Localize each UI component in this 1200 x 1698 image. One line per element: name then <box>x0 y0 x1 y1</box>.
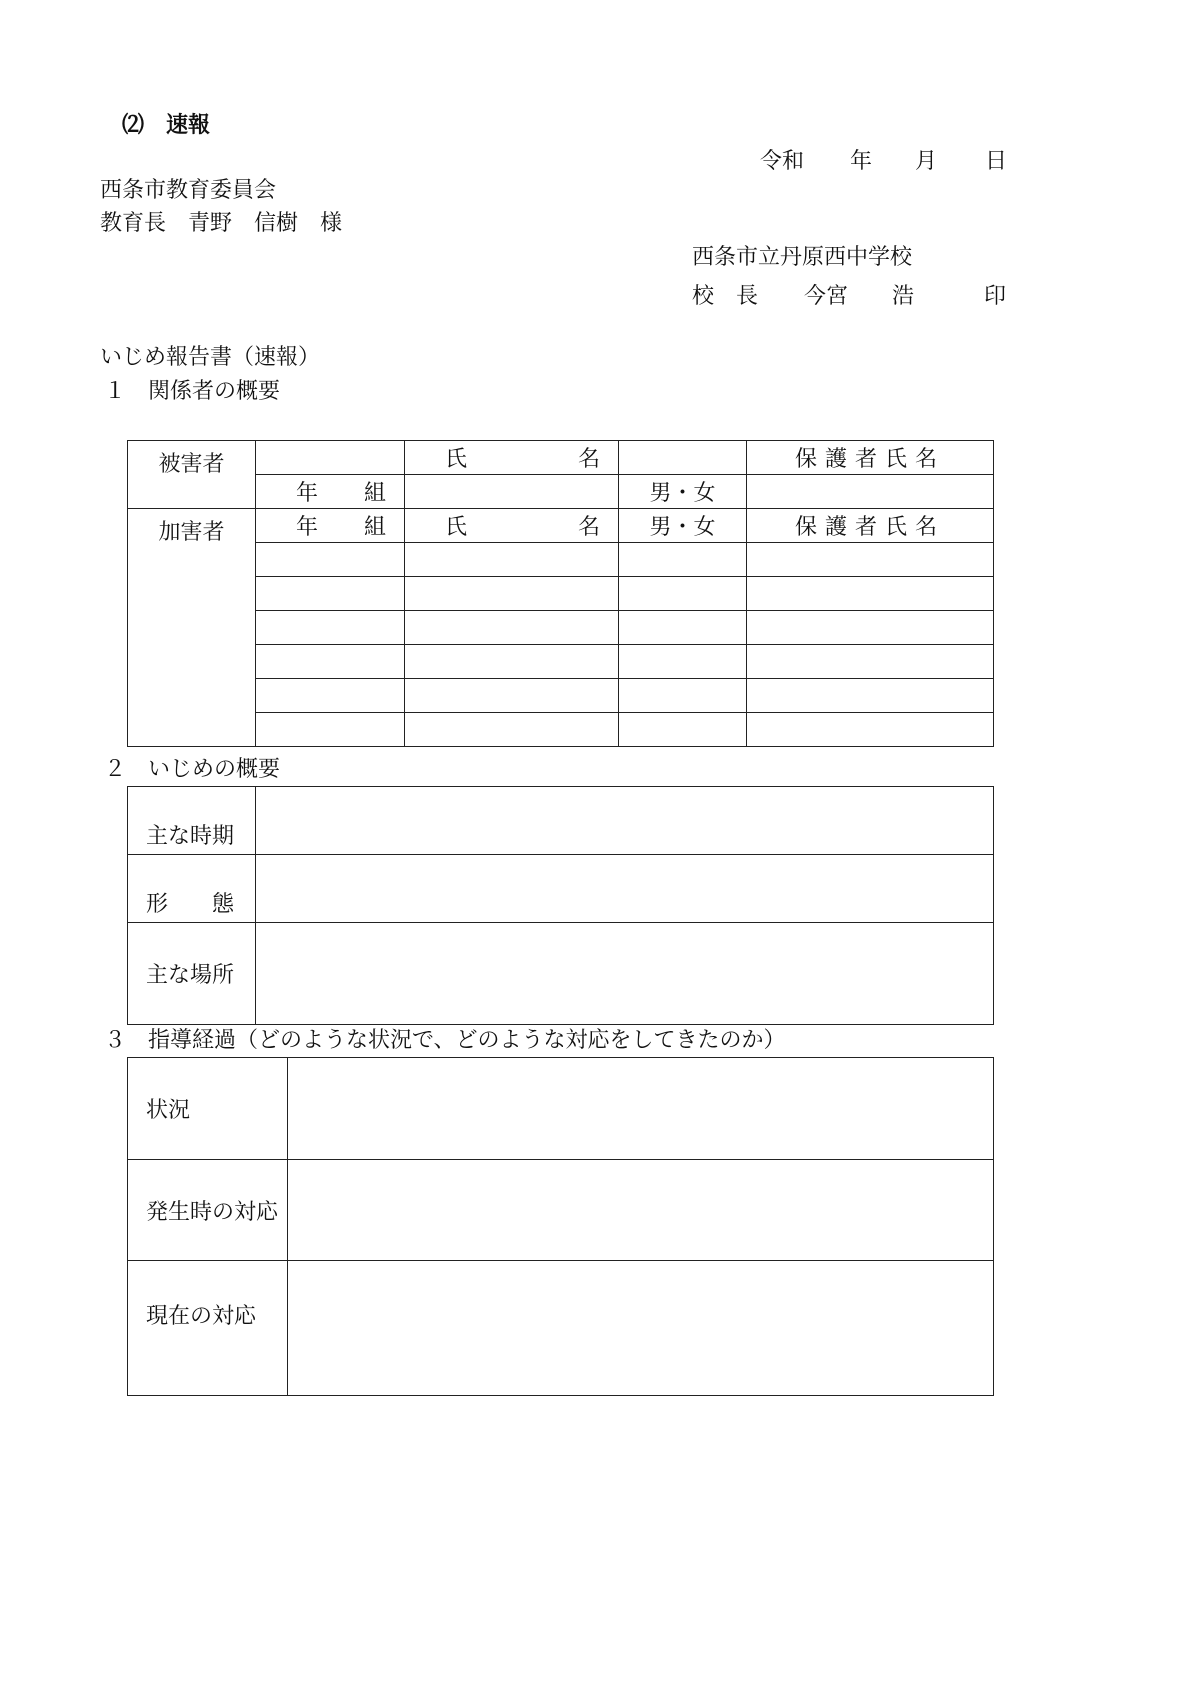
perpetrator-row <box>128 645 994 679</box>
seal-mark: 印 <box>984 284 1007 309</box>
situation-field[interactable] <box>288 1058 994 1160</box>
document-title: いじめ報告書（速報） <box>100 345 321 370</box>
place-field[interactable] <box>256 923 994 1025</box>
initial-response-field[interactable] <box>288 1160 994 1261</box>
perpetrator-sex-header: 男・女 <box>619 509 747 543</box>
victim-grade-class[interactable]: 年 組 <box>256 475 405 509</box>
victim-name-header: 氏 名 <box>405 441 619 475</box>
date-era: 令和 <box>760 149 805 174</box>
situation-label: 状況 <box>128 1058 288 1160</box>
current-response-label: 現在の対応 <box>128 1261 288 1396</box>
persons-table <box>127 440 994 747</box>
cell[interactable] <box>747 543 994 577</box>
sender-school: 西条市立丹原西中学校 <box>692 245 913 270</box>
victim-guardian-header: 保護者氏名 <box>747 441 994 475</box>
cell[interactable] <box>619 543 747 577</box>
cell[interactable] <box>405 577 619 611</box>
victim-sex[interactable]: 男・女 <box>619 475 747 509</box>
cell[interactable] <box>619 645 747 679</box>
perpetrator-guardian-header: 保護者氏名 <box>747 509 994 543</box>
cell[interactable] <box>405 645 619 679</box>
place-label: 主な場所 <box>128 923 256 1025</box>
cell[interactable] <box>619 611 747 645</box>
date-line <box>760 144 1008 174</box>
perpetrator-row <box>128 679 994 713</box>
period-field[interactable] <box>256 787 994 855</box>
section-label: ⑵ 速報 <box>122 112 211 138</box>
perpetrator-row <box>128 577 994 611</box>
cell[interactable] <box>619 577 747 611</box>
bullying-overview-table <box>127 786 994 1025</box>
cell[interactable] <box>619 679 747 713</box>
recipient-person: 教育長 青野 信樹 様 <box>100 211 343 236</box>
cell[interactable] <box>747 645 994 679</box>
cell[interactable] <box>256 611 405 645</box>
date-day: 日 <box>985 149 1008 174</box>
victim-name-field[interactable] <box>405 475 619 509</box>
current-response-field[interactable] <box>288 1261 994 1396</box>
perpetrator-row <box>128 713 994 747</box>
guidance-history-table <box>127 1057 994 1396</box>
sender-line <box>692 279 1010 309</box>
period-label: 主な時期 <box>128 787 256 855</box>
cell[interactable] <box>405 611 619 645</box>
section2-heading: ２ いじめの概要 <box>104 757 281 782</box>
recipient-org: 西条市教育委員会 <box>100 178 277 203</box>
cell[interactable] <box>747 611 994 645</box>
cell[interactable] <box>619 713 747 747</box>
victim-blank-2[interactable] <box>619 441 747 475</box>
perpetrator-grade-header: 年 組 <box>256 509 405 543</box>
victim-guardian-field[interactable] <box>747 475 994 509</box>
perpetrator-row <box>128 611 994 645</box>
victim-label: 被害者 <box>128 441 256 509</box>
cell[interactable] <box>256 543 405 577</box>
date-year: 年 <box>850 149 873 174</box>
initial-response-label: 発生時の対応 <box>128 1160 288 1261</box>
cell[interactable] <box>747 713 994 747</box>
perpetrator-row <box>128 543 994 577</box>
cell[interactable] <box>747 577 994 611</box>
cell[interactable] <box>405 543 619 577</box>
section1-heading: １ 関係者の概要 <box>104 379 281 404</box>
cell[interactable] <box>747 679 994 713</box>
form-label: 形 態 <box>128 855 256 923</box>
sender-name: 今宮 浩 <box>804 284 915 309</box>
cell[interactable] <box>256 577 405 611</box>
form-field[interactable] <box>256 855 994 923</box>
sender-title: 校 長 <box>692 284 759 309</box>
cell[interactable] <box>256 679 405 713</box>
section3-heading: ３ 指導経過（どのような状況で、どのような対応をしてきたのか） <box>104 1028 786 1053</box>
cell[interactable] <box>405 713 619 747</box>
cell[interactable] <box>405 679 619 713</box>
perpetrator-label: 加害者 <box>128 509 256 747</box>
cell[interactable] <box>256 645 405 679</box>
cell[interactable] <box>256 713 405 747</box>
date-month: 月 <box>915 149 938 174</box>
victim-blank[interactable] <box>256 441 405 475</box>
perpetrator-name-header: 氏 名 <box>405 509 619 543</box>
